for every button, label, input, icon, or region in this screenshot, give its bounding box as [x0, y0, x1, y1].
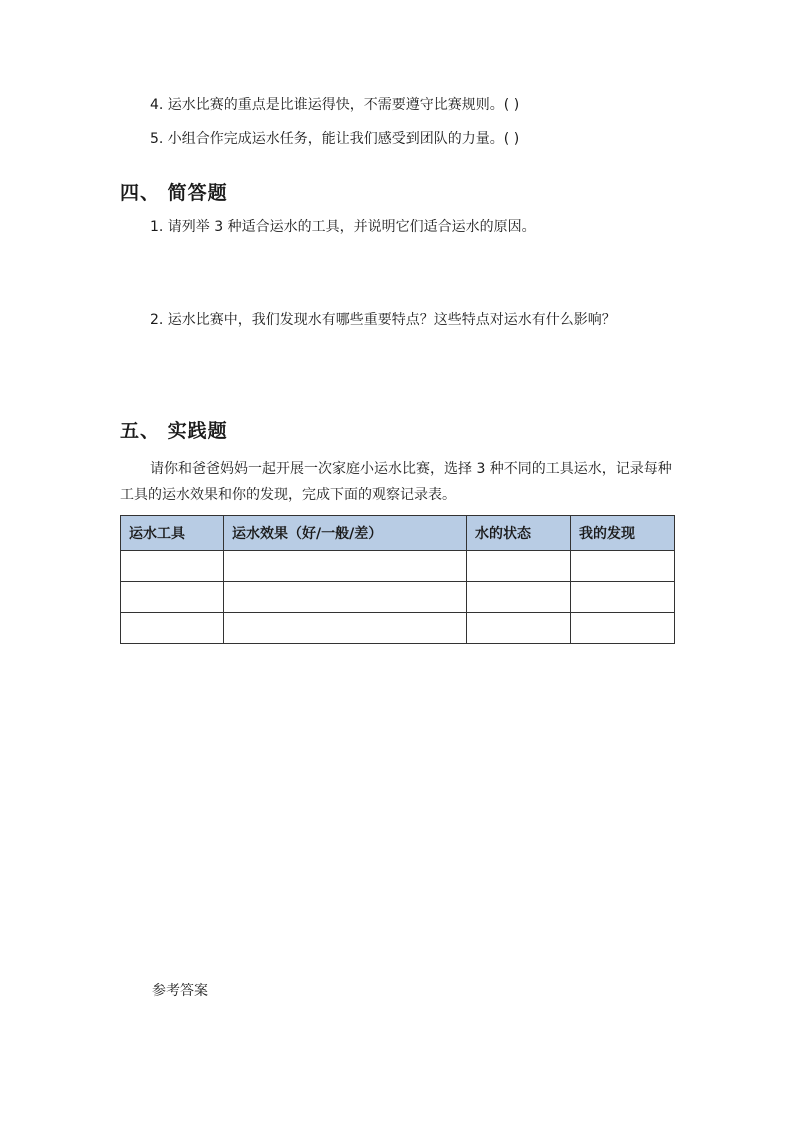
table-cell-blank[interactable] — [121, 582, 224, 613]
table-cell-blank[interactable] — [467, 582, 571, 613]
table-row — [121, 582, 675, 613]
table-cell-blank[interactable] — [571, 582, 675, 613]
table-row — [121, 551, 675, 582]
observation-table — [120, 515, 675, 644]
reference-answer-label: 参考答案 — [152, 983, 208, 999]
table-header-row — [121, 516, 675, 551]
table-row — [121, 613, 675, 644]
table-cell-blank[interactable] — [467, 613, 571, 644]
section-4-heading: 四、 简答题 — [120, 182, 228, 204]
table-cell-blank[interactable] — [224, 551, 467, 582]
judgement-item-4: 4. 运水比赛的重点是比谁运得快，不需要遵守比赛规则。( ) — [150, 97, 520, 113]
header-tool: 运水工具 — [121, 516, 224, 551]
table-cell-blank[interactable] — [224, 613, 467, 644]
judgement-item-5: 5. 小组合作完成运水任务，能让我们感受到团队的力量。( ) — [150, 131, 520, 147]
header-my-findings: 我的发现 — [571, 516, 675, 551]
table-cell-blank[interactable] — [224, 582, 467, 613]
table-cell-blank[interactable] — [571, 613, 675, 644]
practice-instructions: 请你和爸爸妈妈一起开展一次家庭小运水比赛，选择 3 种不同的工具运水，记录每种工具的运水效果和你的发现，完成下面的观察记录表。 — [120, 461, 672, 503]
short-answer-question-1: 1. 请列举 3 种适合运水的工具，并说明它们适合运水的原因。 — [150, 219, 536, 235]
section-5-heading: 五、 实践题 — [120, 420, 228, 442]
header-effect: 运水效果（好/一般/差） — [224, 516, 467, 551]
table-cell-blank[interactable] — [467, 551, 571, 582]
header-water-state: 水的状态 — [467, 516, 571, 551]
table-cell-blank[interactable] — [121, 613, 224, 644]
table-cell-blank[interactable] — [571, 551, 675, 582]
short-answer-question-2: 2. 运水比赛中，我们发现水有哪些重要特点？这些特点对运水有什么影响？ — [150, 312, 616, 328]
table-cell-blank[interactable] — [121, 551, 224, 582]
